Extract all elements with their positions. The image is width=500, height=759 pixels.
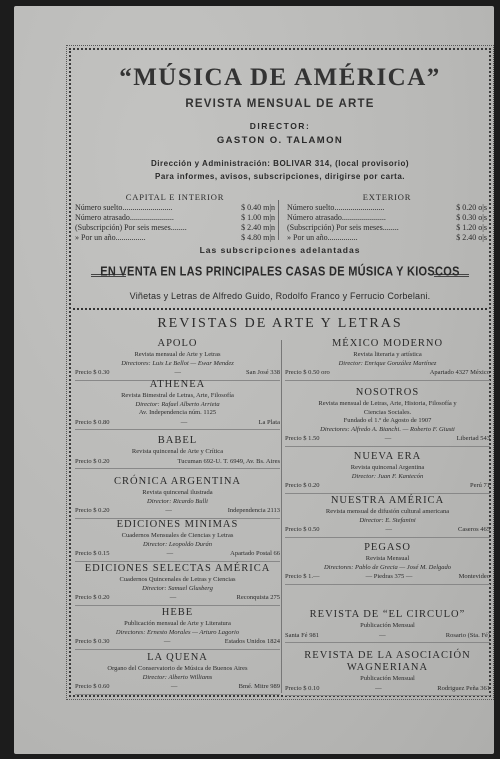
magazine-director: Director: Rafael Alberto Arrieta (135, 400, 220, 408)
subscription-note: Las subscripciones adelantadas (199, 245, 361, 255)
magazine-director: Director: Enrique González Martínez (338, 359, 437, 367)
page-paper (14, 6, 494, 754)
magazine-addr: Caseros 465 (458, 526, 490, 533)
magazine-name: HEBE (161, 607, 194, 618)
entry-rule (285, 695, 490, 696)
price-row (287, 213, 487, 223)
entry-rule (285, 642, 490, 643)
advert-frame (69, 48, 491, 697)
magazine-title: “MÚSICA DE AMÉRICA” (119, 64, 441, 91)
magazine-description: Revista mensual de Letras, Arte, Historia, Filosofía y (318, 400, 457, 407)
entry-rule (75, 429, 280, 430)
magazine-description: Ciencias Sociales. (363, 408, 412, 416)
magazine-note: Fundado el 1.º de Agosto de 1907 (343, 417, 432, 424)
magazine-name: PEGASO (364, 542, 411, 553)
magazine-entry (75, 435, 280, 469)
magazine-entry (75, 519, 280, 562)
magazine-price: Precio $ 0.50 (285, 526, 320, 533)
price-row (75, 213, 275, 223)
director-name: GASTON O. TALAMON (216, 135, 344, 146)
entry-rule (75, 694, 280, 695)
magazine-price: Precio $ 0.80 (75, 418, 110, 426)
sales-banner: EN VENTA EN LAS PRINCIPALES CASAS DE MÚSICA Y KIOSCOS (100, 264, 460, 280)
price-label: » Por un año............... (287, 233, 358, 242)
magazine-price-line (285, 685, 490, 694)
magazine-price-line (75, 683, 280, 692)
magazine-mid: — (166, 550, 174, 557)
dotted-separator (73, 308, 487, 310)
magazine-price-line (75, 594, 280, 603)
magazine-addr: Rosario (Sta. Fé) (445, 631, 490, 639)
price-value: $ 2.40 m|n (241, 223, 275, 232)
magazine-description: Revista quincenal ilustrada (142, 489, 213, 496)
magazine-entry (75, 338, 280, 381)
price-row (287, 223, 487, 233)
magazine-price: Precio $ 0.20 (75, 457, 110, 465)
magazine-addr: San José 338 (246, 369, 280, 376)
magazine-addr: Reconquista 275 (236, 594, 280, 601)
magazine-mid: — (384, 435, 392, 442)
entry-rule (75, 468, 280, 469)
entry-rule (285, 380, 490, 381)
magazine-addr: Independencia 2113 (227, 507, 280, 514)
magazine-price-line (285, 632, 490, 641)
magazine-subtitle: REVISTA MENSUAL DE ARTE (185, 98, 375, 110)
price-row (75, 233, 275, 243)
magazine-director: Directores: Ernesto Morales — Arturo Lagorio (115, 628, 240, 636)
magazine-mid: — (169, 594, 177, 601)
magazine-price-line (75, 550, 280, 559)
magazine-name: LA QUENA (147, 652, 208, 663)
magazine-entry (285, 495, 490, 538)
magazine-entry (285, 650, 490, 696)
price-value: $ 2.40 o|s (456, 233, 487, 242)
magazine-director: Directores: Alfredo A. Bianchi. — Roberto F. Giusti (320, 425, 455, 433)
magazine-mid: — (180, 418, 188, 426)
price-value: $ 1.20 o|s (456, 223, 487, 232)
magazine-name: NUEVA ERA (353, 451, 422, 462)
price-value: $ 1.00 m|n (241, 213, 275, 222)
magazine-price-line (75, 419, 280, 428)
magazine-description: Organo del Conservatorio de Música de Buenos Aires (107, 665, 248, 672)
magazine-description: Publicación Mensual (360, 622, 415, 629)
price-row (287, 203, 487, 213)
magazine-mid: — (170, 683, 178, 690)
magazine-addr: Bmé. Mitre 989 (238, 683, 280, 690)
price-label: Número suelto......................... (75, 203, 173, 212)
magazine-description: Revista quincenal Argentina (350, 464, 425, 471)
column-divider (281, 340, 282, 693)
magazine-price: Precio $ 0.20 (75, 594, 110, 601)
magazine-addr: Apartado 4327 México (429, 369, 490, 376)
magazine-mid: — (375, 684, 382, 692)
magazine-mid: — (174, 369, 182, 376)
entry-rule (75, 649, 280, 650)
price-value: $ 0.20 o|s (456, 203, 487, 212)
magazine-director: Director: Juan F. Kantecón (351, 472, 424, 480)
revistas-title: REVISTAS DE ARTE Y LETRAS (157, 316, 403, 331)
column-divider (278, 200, 279, 240)
magazine-price: Precio $ 0.20 (285, 482, 320, 489)
magazine-director: Director: Ricardo Bulli (147, 497, 208, 505)
price-label: (Subscripción) Por seis meses........ (287, 223, 399, 232)
price-heading: CAPITAL E INTERIOR (125, 192, 225, 202)
price-label: Número suelto......................... (287, 203, 385, 212)
magazine-addr: Perú 71 (469, 482, 490, 489)
magazine-director: Director: Alberto Williams (142, 673, 213, 681)
magazine-description: Revista Bimestral de Letras, Arte, Filosofía (121, 392, 234, 399)
entry-rule (285, 446, 490, 447)
magazine-addr: Apartado Postal 66 (230, 550, 280, 557)
magazine-entry (285, 451, 490, 494)
magazine-description: Revista quincenal de Arte y Crítica (131, 448, 224, 455)
magazine-name: CRÓNICA ARGENTINA (114, 476, 241, 487)
magazine-mid: — Piedras 375 — (365, 573, 413, 580)
magazine-entry (75, 476, 280, 519)
magazine-price: Precio $ 1.— (285, 573, 320, 580)
magazine-price: Precio $ 0.10 (285, 684, 320, 692)
magazine-addr: La Plata (258, 418, 280, 426)
magazine-mid: — (165, 507, 172, 514)
magazine-description: Publicación mensual de Arte y Literatura (124, 620, 231, 627)
price-label: Número atrasado...................... (75, 213, 174, 222)
magazine-description: Cuadernos Quincenales de Letras y Ciencias (119, 576, 236, 583)
magazine-price: Precio $ 0.60 (75, 683, 110, 690)
price-label: (Subscripción) Por seis meses........ (75, 223, 187, 232)
magazine-name: EDICIONES MINIMAS (116, 519, 239, 530)
magazine-description: Revista literaria y artística (353, 351, 422, 358)
magazine-name: REVISTA DE “EL CIRCULO” (309, 609, 466, 620)
magazine-mid: — (385, 526, 392, 533)
price-row (287, 233, 487, 243)
magazine-entry (285, 338, 490, 381)
price-value: $ 0.30 o|s (456, 213, 487, 222)
magazine-description: Revista Mensual (365, 555, 410, 562)
magazine-price-line (75, 507, 280, 516)
magazine-name: EDICIONES SELECTAS AMÉRICA (84, 563, 271, 574)
entry-rule (75, 605, 280, 606)
price-row (75, 223, 275, 233)
info-line: Para informes, avisos, subscripciones, dirigirse por carta. (154, 172, 406, 181)
entry-rule (75, 561, 280, 562)
entry-rule (285, 493, 490, 494)
price-heading: EXTERIOR (362, 192, 412, 202)
magazine-addr: Tucuman 692-U. T. 6949, Av. Bs. Aires (177, 457, 280, 465)
price-row (75, 203, 275, 213)
magazine-mid: — (379, 631, 386, 639)
magazine-director: Director: Samuel Glusberg (142, 584, 213, 592)
address-line: Dirección y Administración: BOLIVAR 314, (local provisorio) (151, 159, 409, 168)
magazine-addr: Libertad 543 (456, 435, 490, 442)
magazine-name: APOLO (157, 338, 198, 349)
magazine-price-line (75, 369, 280, 378)
magazine-entry (75, 607, 280, 650)
magazine-director: Director: Leopoldo Durán (142, 540, 213, 548)
magazine-price-line (285, 482, 490, 491)
magazine-description: Revista mensual de Arte y Letras (134, 351, 221, 358)
magazine-description: Cuadernos Mensuales de Ciencias y Letras (121, 532, 234, 539)
magazine-entry (285, 542, 490, 585)
magazine-price-line (285, 573, 490, 582)
magazine-price-line (285, 526, 490, 535)
magazine-price: Precio $ 1.50 (285, 435, 320, 442)
magazine-addr: Rodriguez Peña 361 (437, 684, 490, 692)
magazine-director: Directores: Pablo de Grecia — José M. Delgado (323, 563, 452, 571)
magazine-price: Precio $ 0.50 oro (285, 369, 330, 376)
magazine-price-line (75, 458, 280, 467)
magazine-name: BABEL (157, 435, 198, 446)
magazine-addr: Estados Unidos 1824 (224, 638, 280, 645)
magazine-description: Publicación Mensual (360, 675, 415, 682)
price-value: $ 4.80 m|n (241, 233, 275, 242)
director-label: DIRECTOR: (249, 121, 311, 131)
magazine-price-line (285, 435, 490, 444)
magazine-price: Precio $ 0.15 (75, 550, 110, 557)
entry-rule (285, 537, 490, 538)
magazine-note: Av. Independencia núm. 1125 (138, 409, 217, 416)
magazine-director: Director: E. Stefanini (359, 516, 416, 524)
magazine-entry (285, 609, 490, 643)
magazine-price: Santa Fé 981 (285, 631, 319, 639)
magazine-entry (75, 652, 280, 695)
magazine-price: Precio $ 0.20 (75, 507, 110, 514)
magazine-entry (285, 387, 490, 447)
price-value: $ 0.40 m|n (241, 203, 275, 212)
price-label: Número atrasado...................... (287, 213, 386, 222)
magazine-name: NUESTRA AMÉRICA (330, 495, 445, 506)
magazine-price: Precio $ 0.30 (75, 369, 110, 376)
magazine-price-line (285, 369, 490, 378)
magazine-entry (75, 379, 280, 430)
magazine-description: Revista mensual de difusión cultural americana (325, 508, 450, 515)
magazine-name: REVISTA DE LA ASOCIACIÓN WAGNERIANA (304, 650, 471, 673)
magazine-addr: Montevideo (458, 573, 490, 580)
magazine-director: Directores: Luis Le Bellot — Ewar Mendez (121, 359, 234, 367)
magazine-name: NOSOTROS (355, 387, 420, 398)
magazine-price: Precio $ 0.30 (75, 638, 110, 645)
credits-line: Viñetas y Letras de Alfredo Guido, Rodolfo Franco y Ferrucio Corbelani. (129, 291, 431, 301)
entry-rule (285, 584, 490, 585)
magazine-name: MÉXICO MODERNO (331, 338, 444, 349)
price-label: » Por un año............... (75, 233, 146, 242)
price-table-exterior (287, 192, 487, 243)
magazine-entry (75, 563, 280, 606)
magazine-price-line (75, 638, 280, 647)
magazine-name: ATHENEA (149, 379, 206, 390)
price-table-interior (75, 192, 275, 243)
magazine-mid: — (163, 638, 171, 645)
